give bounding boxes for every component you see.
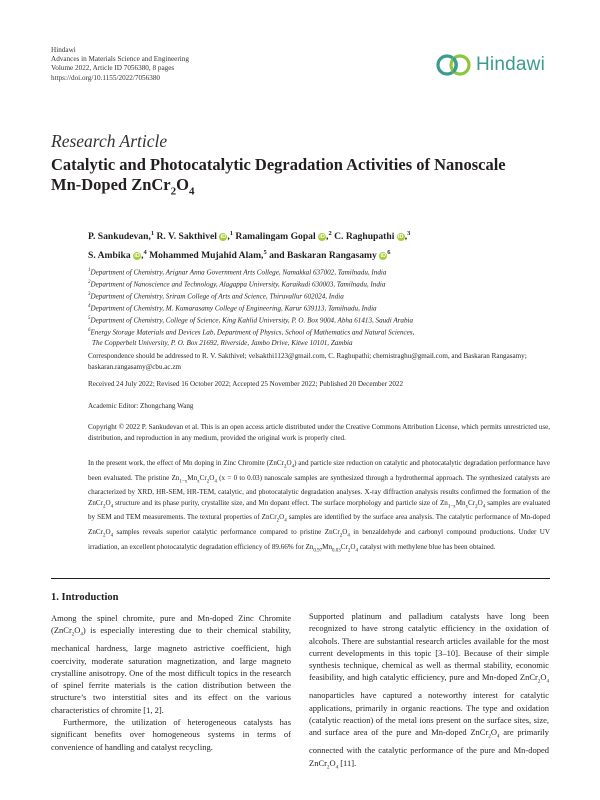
paragraph: Furthermore, the utilization of heterogeneous catalysts has significant benefits over homogeneous systems in terms of convenience of handling and catalyst recycling. xyxy=(51,717,291,752)
section-heading: 1. Introduction xyxy=(51,592,119,603)
author-name: P. Sankudevan, xyxy=(88,231,151,243)
affiliation: $^5$Department of Chemistry, College of Science, King Kahlid University, P. O. Box 9004, Abha 61413, Saudi Arabia xyxy=(88,315,414,325)
paragraph: Supported platinum and palladium catalysts have long been recognized to have strong catalytic efficiency in the oxidation of alcohols. There are substantial research articles available for the most current developments in this topic [3–10]. Because of their simple synthesis technique, chemical as well as thermal stability, economic feasibility, and high catalytic efficiency, pure and Mn-doped $ZnCr_2O_4$ nanoparticles have captured a noteworthy interest for catalytic applications, primarily in organic reactions. The type and oxidation (catalytic reaction) of the metal ions present on the surface sites, size, and surface area of the pure and Mn-doped $ZnCr_2O_4$ are primarily connected with the catalytic performance of the pure and Mn-doped $ZnCr_2O_4$ [11]. xyxy=(309,611,549,771)
author-name: and Baskaran Rangasamy xyxy=(269,250,377,262)
orcid-icon[interactable]: iD xyxy=(380,253,386,260)
author-name: C. Raghupathi xyxy=(334,231,395,243)
hindawi-logo-text: Hindawi xyxy=(476,54,545,75)
paragraph: Among the spinel chromite, pure and Mn-doped Zinc Chromite $(ZnCr_2O_4)$ is especially interesting due to their chemical stability, mechanical hardness, large magneto astrictive coefficient, high coercivity, moderate saturation magnetization, and large magneto crystalline anisotropy. One of the most difficult topics in the research of spinel ferrite materials is the cation distribution between the structure’s two interstitial sites and its effect on the various characteristics of chromite [1, 2]. xyxy=(51,613,291,715)
correspondence: Correspondence should be addressed to R. V. Sakthivel; velsakthi1123@gmail.com, C. Raghupathi; chemistraghu@gmail.com, and Baskaran Rangasamy; baskaran.rangasamy@cbu.ac.zm xyxy=(88,352,527,371)
author-name: S. Ambika xyxy=(88,250,131,262)
affiliation: $^6$Energy Storage Materials and Devices Lab, Department of Physics, School of Mathematics and Natural Sciences, xyxy=(88,327,415,337)
publisher-name: Hindawi xyxy=(51,46,76,54)
author-name: R. V. Sakthivel xyxy=(156,231,217,243)
journal-name: Advances in Materials Science and Engineering xyxy=(51,55,189,64)
volume-info: Volume 2022, Article ID 7056380, 8 pages xyxy=(51,64,175,73)
doi-link[interactable]: https://doi.org/10.1155/2022/7056380 xyxy=(51,73,161,82)
orcid-icon[interactable]: iD xyxy=(134,253,140,260)
orcid-icon[interactable]: iD xyxy=(220,234,227,241)
affiliation: $^4$Department of Chemistry, M. Kumarasamy College of Engineering, Karur 639113, Tamilnadu, India xyxy=(88,303,377,313)
article-title xyxy=(51,155,551,201)
title-line-1: Catalytic and Photocatalytic Degradation Activities of Nanoscale xyxy=(51,155,506,174)
affiliation: $^1$Department of Chemistry, Arignar Anna Government Arts College, Namakkal 637002, Tamilnadu, India xyxy=(88,268,387,277)
affiliation: $^3$Department of Chemistry, Sriram College of Arts and Science, Thiruvallur 602024, India xyxy=(88,291,344,301)
affiliation: $^2$Department of Nanoscience and Technology, Alagappa University, Karaikudi 630003, Tamilnadu, India xyxy=(88,279,386,289)
hindawi-logo-icon xyxy=(436,52,472,78)
author-name: Ramalingam Gopal xyxy=(235,231,316,243)
affiliation-continued: The Copperbelt University, P. O. Box 21692, Riverside, Jambo Drive, Kitwe 10101, Zambia xyxy=(92,338,353,347)
author-list: P. Sankudevan,$^1$ R. V. Sakthivel iD,$^1$ Ramalingam Gopal iD,$^2$ C. Raghupathi iD,$^3$ S. Ambika iD,$^4$ Mohammed Mujahid Alam,$^5$ and Baskaran Rangasamy $iD^6$ xyxy=(88,230,411,262)
copyright-notice: Copyright © 2022 P. Sankudevan et al. This is an open access article distributed under the Creative Commons Attribution License, which permits unrestricted use, distribution, and reproduction in any medium, provided the original work is properly cited. xyxy=(88,423,550,442)
section-divider xyxy=(51,578,550,579)
journal-meta xyxy=(51,46,189,83)
academic-editor: Academic Editor: Zhongchang Wang xyxy=(88,402,194,410)
article-dates: Received 24 July 2022; Revised 16 October 2022; Accepted 25 November 2022; Published 20 December 2022 xyxy=(88,380,404,388)
abstract: In the present work, the effect of Mn doping in Zinc Chromite $(ZnCr_2O_4)$ and particle size reduction on catalytic and photocatalytic degradation performance have been evaluated. The pristine $Zn_{1-x}Mn_xCr_2O_4$ (x = 0 to 0.03) nanoscale samples are synthesized through a hydrothermal approach. The synthesized catalysts are characterized by XRD, HR-SEM, HR-TEM, catalytic, and photocatalytic degradation analyses. X-ray diffraction analysis results confirmed the formation of the $ZnCr_2O_4$ structure and its phase purity, crystallite size, and Mn dopant effect. The surface morphology and particle size of $Zn_{1-x}Mn_xCr_2O_4$ samples are evaluated by SEM and TEM measurements. The textural properties of $ZnCr_2O_4$ samples are identified by the surface area analysis. The catalytic performance of Mn-doped $ZnCr_2O_4$ samples reveals superior catalytic performance compared to pristine $ZnCr_2O_4$ in benzaldehyde and carbonyl compound productions. Under UV irradiation, an excellent photocatalytic degradation efficiency of 89.66% for $Zn_{0.97}Mn_{0.03}Cr_2O_4$ catalyst with methylene blue has been obtained. xyxy=(88,459,550,554)
orcid-icon[interactable]: iD xyxy=(398,234,404,241)
hindawi-logo xyxy=(436,49,554,81)
orcid-icon[interactable]: iD xyxy=(319,234,325,241)
body-column-right xyxy=(309,610,549,775)
affiliation-list xyxy=(88,266,558,348)
author-name: Mohammed Mujahid Alam, xyxy=(149,250,264,262)
title-line-2: Mn-Doped $ZnCr_2O_4$ xyxy=(51,175,195,198)
body-column-left xyxy=(51,612,291,753)
article-type: Research Article xyxy=(51,131,168,151)
